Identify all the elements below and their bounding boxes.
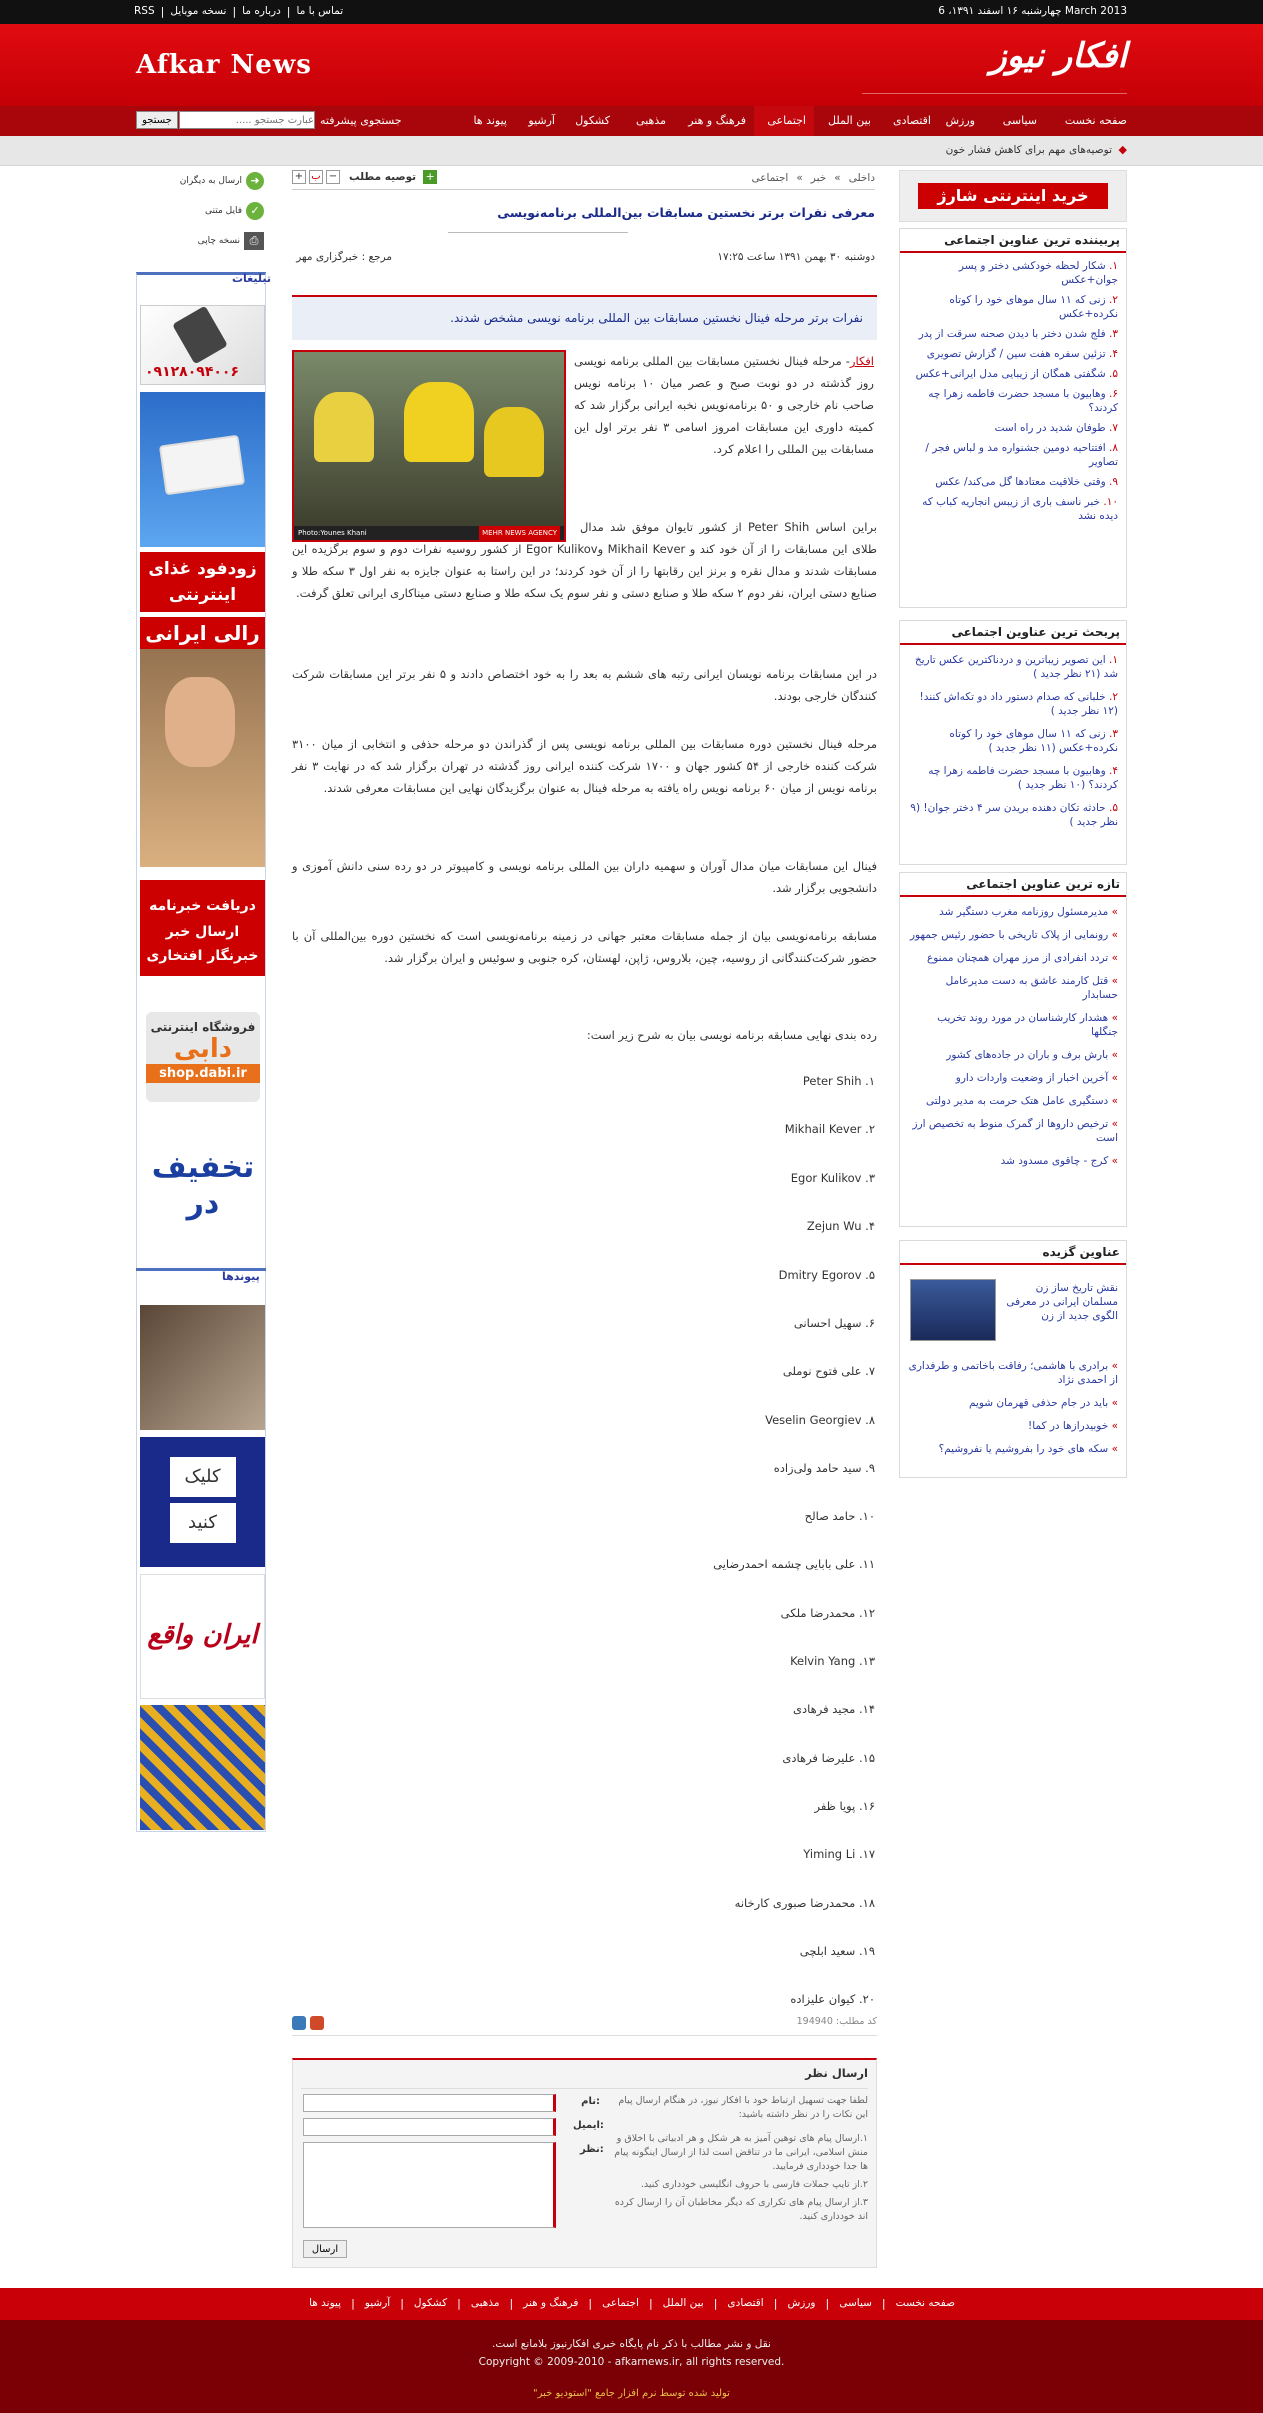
- send-label: ارسال به دیگران: [179, 176, 242, 186]
- print-label: نسخه چاپی: [197, 236, 240, 246]
- comment-divider: [301, 2088, 868, 2089]
- dabi-shop: فروشگاه اینترنتی: [150, 1020, 256, 1034]
- news-ticker: [0, 136, 1263, 166]
- brand-latin-logo[interactable]: Afkar News: [136, 50, 312, 80]
- footer-link[interactable]: صفحه نخست: [895, 2297, 955, 2309]
- iran-vagheh-ad[interactable]: ایران واقع: [140, 1574, 265, 1699]
- photo-agency: MEHR NEWS AGENCY: [479, 526, 560, 540]
- print-tool[interactable]: [174, 232, 264, 250]
- send-to-friend-tool[interactable]: [174, 172, 264, 190]
- article-source: مرجع : خبرگزاری مهر: [296, 251, 392, 263]
- featured-list: [908, 1359, 1118, 1465]
- paragraph-1: [574, 350, 874, 460]
- phone-ad[interactable]: [140, 305, 265, 385]
- list-item[interactable]: ۶. وهابیون با مسجد حضرت فاطمه زهرا چه کردند؟: [928, 388, 1118, 414]
- top-links: تماس با ما | درباره ما | نسخه موبایل | RSS: [134, 5, 344, 18]
- article-code: کد مطلب: 194940: [796, 2016, 877, 2027]
- discount-ad[interactable]: تخفیف در: [151, 1150, 255, 1221]
- ranking-item: ۶. سهیل احسانی: [793, 1316, 875, 1330]
- printer-icon: ⎙: [244, 232, 264, 250]
- bookmark-icon[interactable]: [310, 2016, 324, 2030]
- footer-link[interactable]: مذهبی: [470, 2297, 500, 2309]
- recommend-icon[interactable]: +: [423, 170, 437, 184]
- phone-icon: [172, 306, 228, 365]
- advanced-search-link[interactable]: جستجوی پیشرفته: [320, 114, 402, 127]
- nav-religion[interactable]: مذهبی: [636, 114, 666, 127]
- rss-link[interactable]: RSS: [134, 5, 155, 17]
- click-line1: کلیک: [170, 1457, 236, 1497]
- newest-box: [899, 872, 1127, 1227]
- list-item[interactable]: » آخرین اخبار از وضعیت واردات دارو: [955, 1072, 1118, 1084]
- list-item[interactable]: ۳. فلج شدن دختر با دیدن صحنه سرقت از پدر: [918, 328, 1118, 340]
- phone-number: ۰۹۱۲۸۰۹۴۰۰۶: [145, 364, 239, 380]
- list-item[interactable]: ۵. حادثه تکان دهنده بریدن سر ۴ دختر جوان! (۹ نظر جدید ): [910, 802, 1118, 828]
- list-item[interactable]: » کرج - چاقوی مسدود شد: [1000, 1155, 1118, 1167]
- ranking-item: ۱۶. پویا ظفر: [814, 1799, 875, 1813]
- footer-link[interactable]: اقتصادی: [727, 2297, 764, 2309]
- email-input[interactable]: [303, 2118, 556, 2136]
- footer-link[interactable]: اجتماعی: [602, 2297, 639, 2309]
- paragraph-7: رده بندی نهایی مسابقه برنامه نویسی بیان به شرح زیر است:: [586, 1028, 877, 1042]
- list-item[interactable]: ۱. این تصویر زیباترین و دردناکترین عکس تاریخ شد (۲۱ نظر جدید ): [914, 654, 1118, 680]
- featured-title: عناوین گزیده: [900, 1241, 1126, 1265]
- promo-send-news: ارسال خبر: [165, 924, 240, 940]
- article-date: دوشنبه ۳۰ بهمن ۱۳۹۱ ساعت ۱۷:۲۵: [717, 251, 875, 263]
- comment-rule-3: ۳.از ارسال پیام های تکراری که دیگر مخاطبان آن را ارسال کرده اند خودداری کنید.: [614, 2197, 868, 2222]
- ranking-item: ۱۸. محمدرضا صبوری کارخانه: [734, 1896, 875, 1910]
- card-ad[interactable]: [140, 392, 265, 547]
- list-item[interactable]: » باید در جام حذفی قهرمان شویم: [968, 1397, 1118, 1409]
- comment-label: نظر:: [580, 2144, 604, 2155]
- header: [0, 24, 1263, 106]
- ads-title: تبلیغات: [232, 272, 271, 285]
- list-item[interactable]: ۴. تزئین سفره هفت سین / گزارش تصویری: [926, 348, 1118, 360]
- paragraph-1-text: - مرحله فینال نخستین مسابقات بین المللی برنامه نویسی روز گذشته در دو نوبت صبح و عصر میان ۱۰ برنامه نویس صاحب نام خارجی و ۵۰ برنامه‌نویس نخبه ایرانی برگزار شد که کمیته داوری این مسابقات امروز اسامی ۳ نفر برتر اول این مسابقات بین المللی را اعلام کرد.: [574, 354, 875, 456]
- recommend-label: توصیه مطلب: [349, 171, 417, 183]
- footer-info: [0, 2320, 1263, 2413]
- promo-reporter: خبرنگار افتخاری: [146, 948, 259, 964]
- footer-link[interactable]: فرهنگ و هنر: [523, 2297, 579, 2309]
- paragraph-2: [292, 516, 877, 604]
- ranking-item: ۱۹. سعید ابلچی: [799, 1944, 875, 1958]
- nav-links[interactable]: پیوند ها: [473, 114, 507, 127]
- most-viewed-box: [899, 228, 1127, 608]
- newest-list: [900, 897, 1126, 1168]
- dabi-url: shop.dabi.ir: [146, 1064, 260, 1083]
- ranking-item: ۸. Veselin Georgiev: [765, 1413, 875, 1427]
- list-item[interactable]: ۸. افتتاحیه دومین جشنواره مد و لباس فجر / تصاویر: [925, 442, 1118, 468]
- photo-caption: Photo:Younes Khani: [298, 529, 367, 537]
- nav-social[interactable]: اجتماعی: [767, 114, 806, 127]
- charge-banner[interactable]: [899, 170, 1127, 222]
- nav-archive[interactable]: آرشیو: [528, 114, 555, 127]
- list-item[interactable]: ۵. شگفتی همگان از زیبایی مدل ایرانی+عکس: [915, 368, 1118, 380]
- comment-form: [292, 2058, 877, 2268]
- nav-economy[interactable]: اقتصادی: [892, 114, 931, 127]
- list-item[interactable]: » بارش برف و باران در جاده‌های کشور: [946, 1049, 1118, 1061]
- text-file-tool[interactable]: [174, 202, 264, 220]
- featured-box: [899, 1240, 1127, 1478]
- breadcrumb-domestic[interactable]: داخلی: [848, 172, 875, 184]
- footer-link[interactable]: آرشیو: [364, 2297, 391, 2309]
- ticker-item[interactable]: توصیه‌های مهم برای کاهش فشار خون: [945, 144, 1112, 156]
- paragraph-6: مسابقه برنامه‌نویسی بیان از جمله مسابقات معتبر جهانی در زمینه برنامه‌نویسی است که نخستین دوره بین‌المللی آن با حضور شرکت‌کنندگانی از روسیه، چین، بلاروس، ژاپن، لهستان، کره جنوبی و سوئیس و ایران برگزار شد.: [292, 929, 877, 965]
- top-bar: [0, 0, 1263, 24]
- reset-icon[interactable]: ب: [309, 170, 323, 184]
- search-input[interactable]: [179, 111, 315, 129]
- most-commented-box: [899, 620, 1127, 865]
- breadcrumb-news[interactable]: خبر: [810, 172, 827, 184]
- list-item[interactable]: ۱۰. خبر ناسف باری از زیبس انجاریه کباب که دیده نشد: [922, 496, 1118, 522]
- submit-button[interactable]: ارسال: [303, 2240, 347, 2258]
- pattern-ad[interactable]: [140, 1705, 265, 1830]
- search-button[interactable]: جستجو: [136, 111, 178, 129]
- photo-figure-3: [484, 407, 544, 477]
- girl-image: [165, 677, 235, 767]
- paragraph-4: مرحله فینال نخستین دوره مسابقات بین المللی برنامه نویسی پس از گذراندن دو مرحله حذفی و انتخابی از میان ۳۱۰۰ شرکت کننده خارجی از ۵۴ کشور جهان و ۱۷۰۰ شرکت کننده ایرانی روز گذشته در تهران برگزار شد که در نهایت ۳ نفر برنامه نویس از میان ۶۰ برنامه نویس راه یافته به مرحله فینال به عنوان برگزیدگان نهایی این مسابقات معرفی شدند.: [292, 737, 877, 795]
- charge-banner-text: خرید اینترنتی شارژ: [918, 183, 1108, 209]
- dabi-ad[interactable]: [146, 1012, 260, 1102]
- featured-image[interactable]: [910, 1279, 996, 1341]
- rally-ad[interactable]: [140, 617, 265, 867]
- links-title: پیوندها: [222, 1270, 260, 1283]
- date-text: چهارشنبه ۱۶ اسفند ۱۳۹۱، 6 March 2013: [938, 5, 1127, 17]
- name-input[interactable]: [303, 2094, 556, 2112]
- ranking-item: ۱۵. علیرضا فرهادی: [782, 1751, 875, 1765]
- list-item[interactable]: » ترخیص داروها از گمرک منوط به تخصیص ارز است: [912, 1118, 1118, 1144]
- list-item[interactable]: » مدیرمسئول روزنامه مغرب دستگیر شد: [939, 906, 1118, 918]
- mobile-link[interactable]: نسخه موبایل: [170, 5, 227, 17]
- list-item[interactable]: ۹. وقتی خلاقیت معتادها گل می‌کند/ عکس: [935, 476, 1118, 488]
- nav-culture[interactable]: فرهنگ و هنر: [688, 114, 746, 127]
- nav-international[interactable]: بین الملل: [828, 114, 871, 127]
- featured-lead[interactable]: نقش تاریخ ساز زن مسلمان ایرانی در معرفی الگوی جدید از زن: [1006, 1282, 1118, 1322]
- paragraph-5: فینال این مسابقات میان مدال آوران و سهمیه داران بین المللی برنامه نویسی و کامپیوتر در دو رده سنی دانش آموزی و دانشجویی برگزار شد.: [292, 859, 877, 895]
- footer-credit[interactable]: تولید شده توسط نرم افزار جامع "استودیو خبر": [533, 2388, 730, 2399]
- ranking-item: ۲۰. کیوان علیزاده: [790, 1992, 875, 2006]
- comment-intro: لطفا جهت تسهیل ارتباط خود با افکار نیوز، در هنگام ارسال پیام این نکات را در نظر داشته باشید:: [618, 2095, 868, 2120]
- list-item[interactable]: » خوبیدرازها در کما!: [1028, 1420, 1118, 1432]
- article-tools: [174, 172, 264, 250]
- list-item[interactable]: ۱. شکار لحظه خودکشی دختر و پسر جوان+عکس: [958, 260, 1118, 286]
- list-item[interactable]: » تردد انفرادی از مرز مهران همچنان ممنوع: [926, 952, 1118, 964]
- share-icon[interactable]: [292, 2016, 306, 2030]
- footer-links: صفحه نخست | سیاسی | ورزش | اقتصادی | بین الملل | اجتماعی | فرهنگ و هنر | مذهبی | کشکول | آرشیو | پیوند ها: [309, 2297, 955, 2310]
- contact-link[interactable]: تماس با ما: [296, 5, 344, 17]
- list-item[interactable]: » هشدار کارشناسان در مورد روند تخریب جنگلها: [937, 1012, 1118, 1038]
- ranking-item: ۹. سید حامد ولی‌زاده: [773, 1461, 875, 1475]
- list-item[interactable]: » سکه های خود را بفروشیم یا نفروشیم؟: [938, 1443, 1118, 1455]
- comment-guidelines: [613, 2094, 868, 2224]
- comment-textarea[interactable]: [303, 2142, 556, 2228]
- article-footer: [292, 2016, 877, 2036]
- name-label: نام:: [581, 2096, 600, 2107]
- ranking-item: ۲. Mikhail Kever: [784, 1122, 875, 1136]
- breadcrumb-social[interactable]: اجتماعی: [751, 172, 789, 184]
- list-item[interactable]: ۳. زنی که ۱۱ سال موهای خود را کوتاه نکرده+عکس (۱۱ نظر جدید ): [949, 728, 1118, 754]
- list-item[interactable]: ۲. زنی که ۱۱ سال موهای خود را کوتاه نکرده+عکس: [949, 294, 1118, 320]
- list-item[interactable]: » رونمایی از پلاک تاریخی با حضور رئیس جمهور: [909, 929, 1118, 941]
- text-file-label: فایل متنی: [205, 206, 242, 216]
- most-commented-title: پربحث ترین عناوین اجتماعی: [900, 621, 1126, 645]
- promo-ad[interactable]: [140, 880, 265, 976]
- about-link[interactable]: درباره ما: [242, 5, 281, 17]
- ranking-item: ۷. علی فتوح نوملی: [782, 1364, 875, 1378]
- footer-link[interactable]: ورزش: [787, 2297, 816, 2309]
- article-lead: نفرات برتر مرحله فینال نخستین مسابقات بین المللی برنامه نویسی مشخص شدند.: [292, 295, 877, 340]
- ranking-item: ۱۲. محمدرضا ملکی: [780, 1606, 875, 1620]
- plus-icon[interactable]: +: [292, 170, 306, 184]
- brand-persian-logo[interactable]: افکار نیوز: [990, 36, 1127, 76]
- comment-rule-1: ۱.ارسال پیام های توهین آمیز به هر شکل و هر ادبیاتی با اخلاق و منش اسلامی، ایرانی ما در تناقض است لذا از ارسال اینگونه پیام ها جدا خودداری فرمایید.: [614, 2133, 868, 2172]
- email-label: ایمیل:: [573, 2120, 604, 2131]
- ranking-item: ۱۳. Kelvin Yang: [790, 1654, 875, 1668]
- ranking-item: ۴. Zejun Wu: [806, 1219, 875, 1233]
- nav-sports[interactable]: ورزش: [945, 114, 975, 127]
- nav-politics[interactable]: سیاسی: [1002, 114, 1037, 127]
- list-item[interactable]: ۲. خلبانی که صدام دستور داد دو تکه‌اش کنند! (۱۲ نظر جدید ): [919, 691, 1118, 717]
- ranking-item: ۵. Dmitry Egorov: [778, 1268, 875, 1282]
- ranking-item: ۱. Peter Shih: [802, 1074, 875, 1088]
- footer-copyright: Copyright © 2009-2010 - afkarnews.ir, all rights reserved.: [478, 2356, 785, 2368]
- ranking-item: ۱۱. علی بابایی چشمه احمدرضایی: [713, 1557, 875, 1571]
- ticker-bullet: ◆: [1118, 143, 1127, 156]
- ranking-item: ۱۷. Yiming Li: [803, 1847, 875, 1861]
- newest-title: تازه ترین عناوین اجتماعی: [900, 873, 1126, 897]
- list-item[interactable]: ۴. وهابیون با مسجد حضرت فاطمه زهرا چه کردند؟ (۱۰ نظر جدید ): [928, 765, 1118, 791]
- footer-link[interactable]: پیوند ها: [309, 2297, 342, 2309]
- recommend-bar: [292, 170, 437, 184]
- list-item[interactable]: » قتل کارمند عاشق به دست مدیرعامل حسابدار: [945, 975, 1118, 1001]
- most-viewed-list: [900, 253, 1126, 523]
- ranking-item: ۳. Egor Kulikov: [790, 1171, 875, 1185]
- comment-rule-2: ۲.از تایپ جملات فارسی با حروف انگلیسی خودداری کنید.: [640, 2179, 868, 2190]
- food-ad[interactable]: زودفود غذای اینترنتی: [140, 552, 265, 612]
- most-viewed-title: پربیننده ترین عناوین اجتماعی: [900, 229, 1126, 253]
- child-image-link[interactable]: [140, 1305, 265, 1430]
- breadcrumb: داخلی » خبر » اجتماعی: [751, 172, 875, 184]
- paragraph-3: در این مسابقات برنامه نویسان ایرانی رتبه های ششم به بعد را به خود اختصاص دادند و ۵ نفر برتر این مسابقات شرکت کنندگان خارجی بودند.: [292, 667, 878, 703]
- title-divider: [448, 232, 628, 233]
- click-line2: کنید: [170, 1503, 236, 1543]
- list-item[interactable]: » برادری با هاشمی؛ رفاقت باخاتمی و طرفداری از احمدی نژاد: [908, 1360, 1118, 1386]
- photo-figure-2: [404, 382, 474, 462]
- download-icon: ✓: [246, 202, 264, 220]
- article-photo: [292, 350, 566, 542]
- list-item[interactable]: ۷. طوفان شدید در راه است: [994, 422, 1118, 434]
- footer-notice: نقل و نشر مطالب با ذکر نام پایگاه خبری افکارنیوز بلامانع است.: [492, 2338, 771, 2350]
- photo-figure: [314, 392, 374, 462]
- footer-link[interactable]: کشکول: [413, 2297, 448, 2309]
- comment-title: ارسال نظر: [805, 2066, 868, 2080]
- article-title: معرفی نفرات برتر نخستین مسابقات بین‌المللی برنامه‌نویسی: [497, 205, 875, 220]
- nav-kashkool[interactable]: کشکول: [575, 114, 610, 127]
- minus-icon[interactable]: −: [326, 170, 340, 184]
- nav-home[interactable]: صفحه نخست: [1064, 114, 1127, 127]
- footer-link[interactable]: سیاسی: [839, 2297, 872, 2309]
- rally-title: رالی ایرانی: [140, 617, 265, 649]
- send-icon: ➜: [246, 172, 264, 190]
- most-commented-list: [900, 645, 1126, 829]
- credit-card-icon: [159, 435, 245, 496]
- promo-newsletter: دریافت خبرنامه: [149, 898, 256, 914]
- footer-link[interactable]: بین الملل: [662, 2297, 704, 2309]
- click-ad[interactable]: [140, 1437, 265, 1567]
- ranking-item: ۱۰. حامد صالح: [804, 1509, 875, 1523]
- footer-nav: [0, 2288, 1263, 2320]
- afkar-link[interactable]: افکار: [849, 354, 874, 368]
- list-item[interactable]: » دستگیری عامل هتک حرمت به مدیر دولتی: [925, 1095, 1118, 1107]
- paragraph-2-text: براین اساس Peter Shih از کشور تایوان موفق شد مدال طلای این مسابقات را از آن خود کند و Mikhail Kever وEgor Kulikov از کشور روسیه نفرات دوم و سوم برگزیده این مسابقات شدند و مدال نقره و برنز این رقابتها را از آن خود کردند؛ در این راستا به عنوان جایزه به نفر اول ۳ سکه طلا و صنایع دستی ایران، نفر دوم ۲ سکه طلا و صنایع دستی و نفر سوم یک سکه طلا و صنایع دستی میناکاری ایرانی تعلق گرفت.: [292, 520, 877, 600]
- ranking-item: ۱۴. مجید فرهادی: [793, 1702, 875, 1716]
- dabi-name: دابی: [173, 1034, 233, 1064]
